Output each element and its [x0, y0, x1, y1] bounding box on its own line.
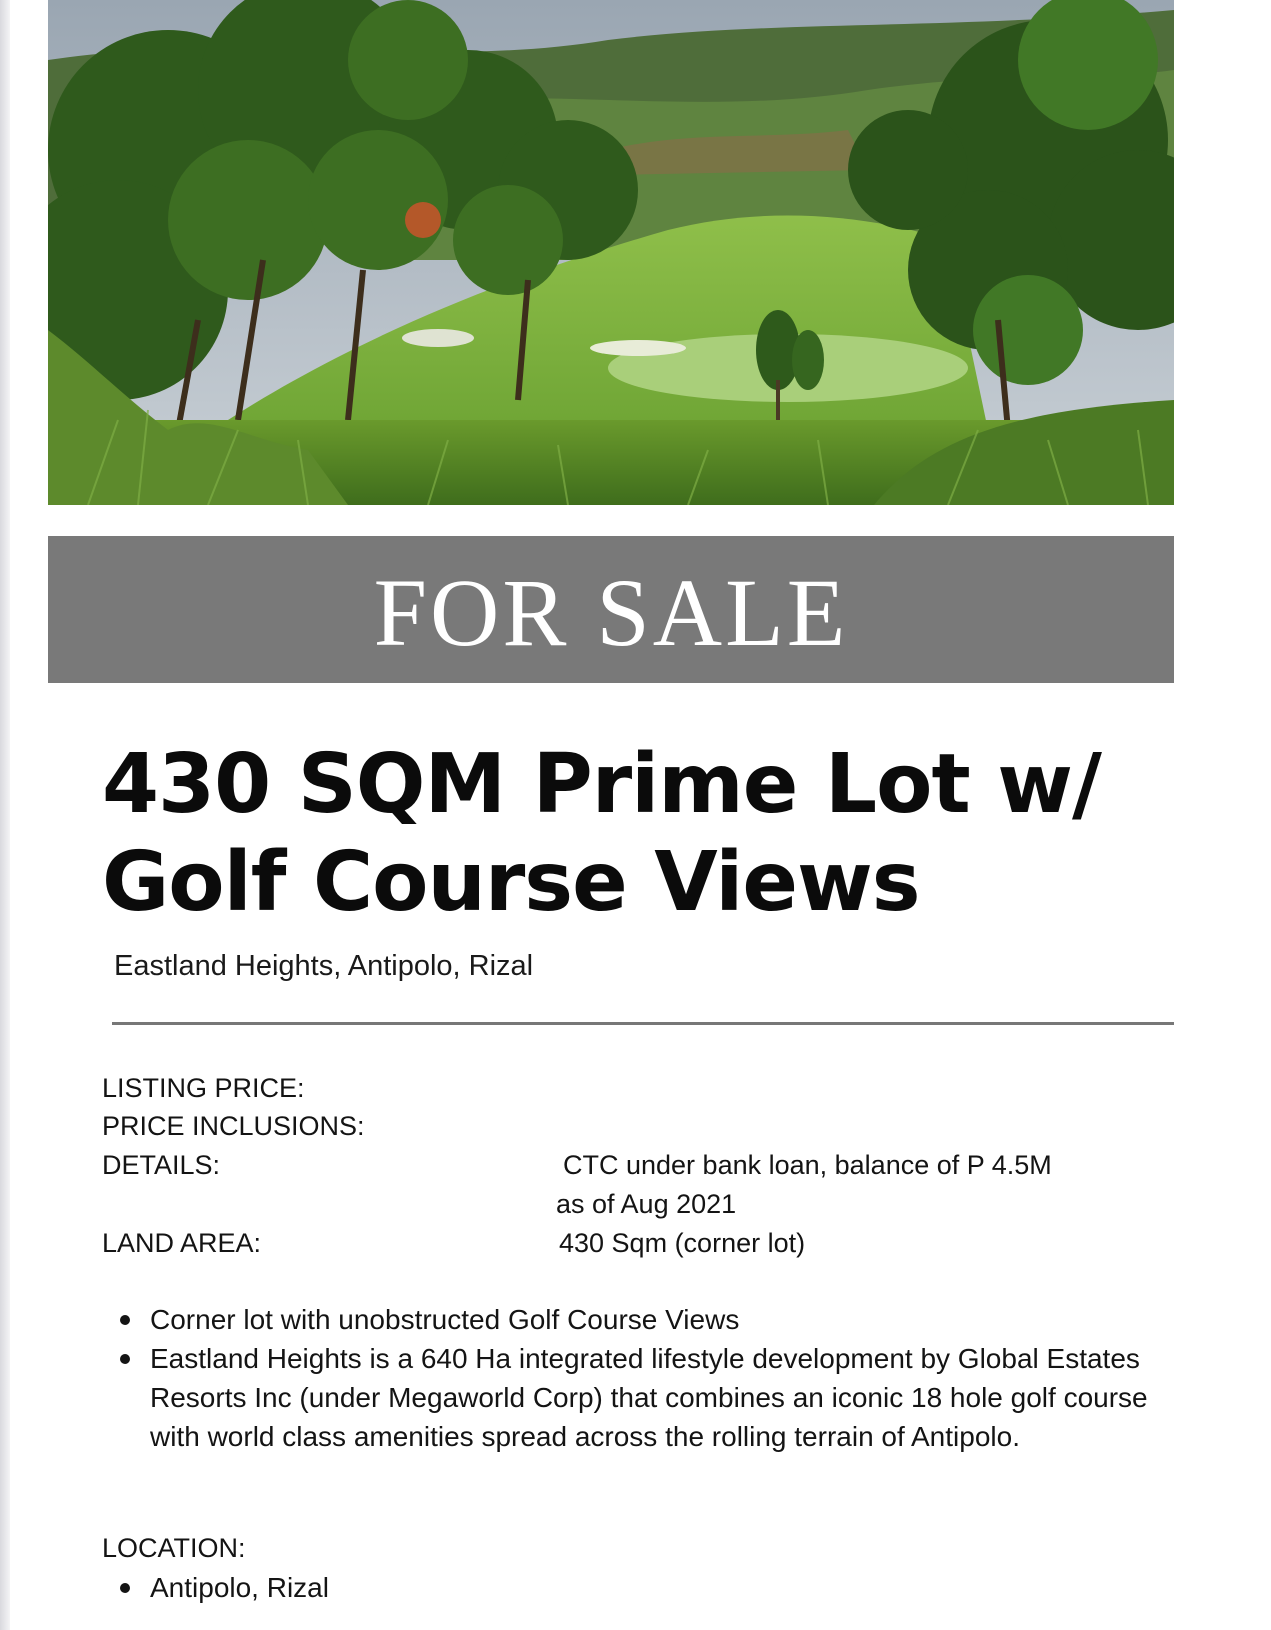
section-divider [112, 1022, 1174, 1025]
bullet-icon [120, 1583, 130, 1593]
details-value-line-2: as of Aug 2021 [556, 1189, 737, 1219]
price-inclusions-label: PRICE INCLUSIONS: [102, 1111, 365, 1141]
feature-list [116, 1300, 1176, 1456]
listing-price-label: LISTING PRICE: [102, 1073, 305, 1103]
location-label: LOCATION: [102, 1533, 246, 1563]
land-area-value: 430 Sqm (corner lot) [559, 1228, 806, 1258]
listing-title-line-1: 430 SQM Prime Lot w/ [102, 737, 1101, 832]
listing-title-line-2: Golf Course Views [102, 835, 920, 930]
for-sale-banner [48, 536, 1174, 683]
location-item-text: Antipolo, Rizal [150, 1572, 329, 1603]
details-label: DETAILS: [102, 1150, 221, 1180]
list-item [116, 1300, 1176, 1339]
bullet-icon [120, 1315, 130, 1325]
list-item [116, 1568, 1176, 1607]
golf-course-photo [48, 0, 1174, 505]
feature-text: Corner lot with unobstructed Golf Course Views [150, 1304, 740, 1335]
list-item [116, 1339, 1176, 1456]
for-sale-label: FOR SALE [373, 558, 849, 666]
bullet-icon [120, 1354, 130, 1364]
listing-location: Eastland Heights, Antipolo, Rizal [114, 950, 534, 982]
listing-title [102, 736, 1182, 932]
location-list [116, 1568, 1176, 1607]
details-value-line-1: CTC under bank loan, balance of P 4.5M [563, 1150, 1052, 1180]
feature-text: Eastland Heights is a 640 Ha integrated lifestyle development by Global Estates Resorts Inc (under Megaworld Corp) that combines an iconic 18 hole golf course with world class amenities spread across the rolling terrain of Antipolo. [150, 1343, 1148, 1452]
land-area-label: LAND AREA: [102, 1228, 262, 1258]
page-edge-shadow [0, 0, 10, 1630]
